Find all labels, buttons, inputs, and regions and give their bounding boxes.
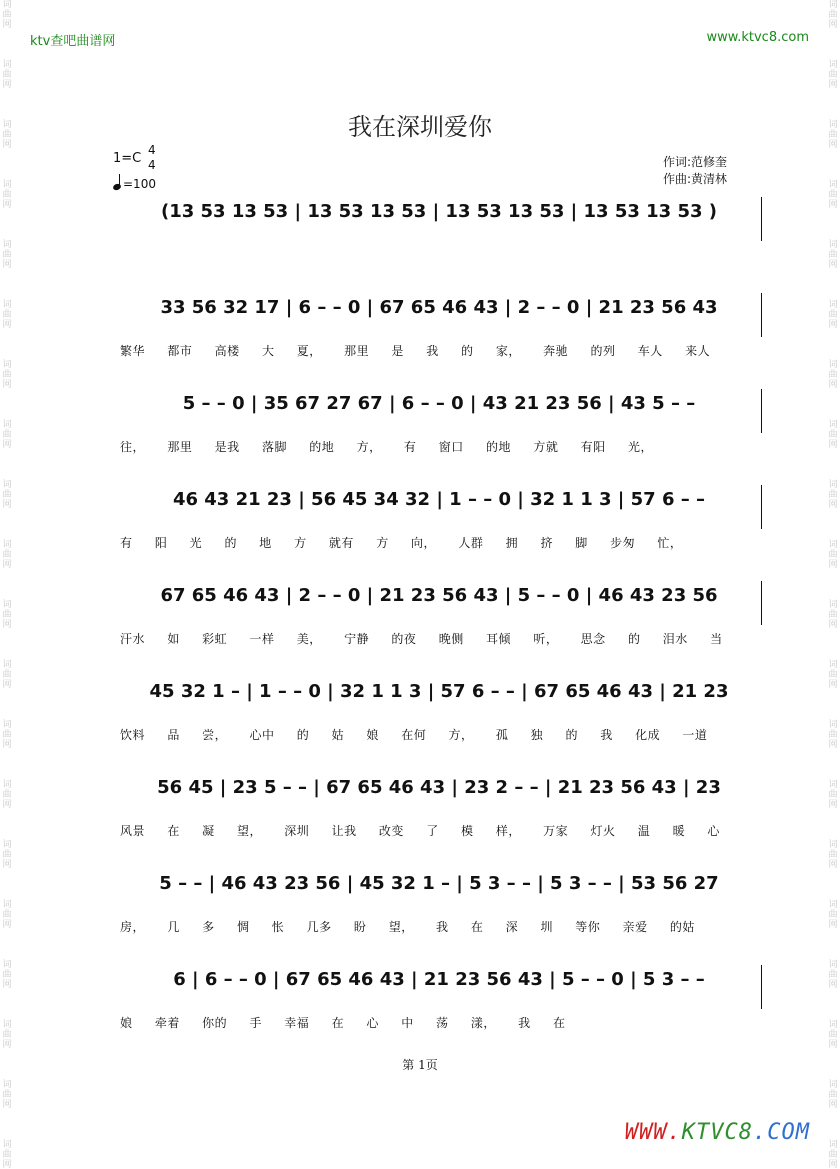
quarter-note-icon (113, 174, 123, 191)
logo-part-com: .COM (753, 1120, 810, 1145)
notes-3: 5 – – 0 | 35 67 27 67 | 6 – – 0 | 43 21 23 56 | 43 5 – – (182, 393, 696, 414)
notes-1: (13 53 13 53 | 13 53 13 53 | 13 53 13 53 | 13 53 13 53 ) (160, 201, 718, 222)
composer: 作曲:黄清林 (663, 172, 728, 186)
site-logo (625, 1120, 810, 1145)
lyrics-9: 娘 牵着 你的 手 幸福 在 心 中 荡 漾， 我 在 (120, 1016, 566, 1030)
notes-5: 67 65 46 43 | 2 – – 0 | 21 23 56 43 | 5 – – 0 | 46 43 23 56 (160, 585, 718, 606)
notes-9: 6 | 6 – – 0 | 67 65 46 43 | 21 23 56 43 | 5 – – 0 | 5 3 – – (173, 969, 705, 990)
song-title: 我在深圳爱你 (348, 113, 492, 141)
lyrics-8: 房， 几 多 惆 怅 几多 盼 望， 我 在 深 圳 等你 亲爱 的姑 (120, 920, 695, 934)
staff-line-1 (115, 197, 763, 241)
logo-part-name: KTVC8 (681, 1120, 754, 1145)
left-watermark-strip: 词曲网 词曲网 词曲网 词曲网 词曲网 词曲网 词曲网 词曲网 词曲网 词曲网 词曲网 词曲网 词曲网 词曲网 词曲网 词曲网 词曲网 词曲网 词曲网 词曲网 (2, 0, 12, 1169)
time-top: 4 (148, 143, 156, 157)
lyrics-6: 饮料 品 尝， 心中 的 姑 娘 在何 方， 孤 独 的 我 化成 一道 (120, 728, 708, 742)
barline (761, 581, 762, 625)
time-bottom: 4 (148, 158, 156, 172)
time-signature (148, 143, 156, 173)
barline (761, 389, 762, 433)
logo-part-www: WWW. (624, 1120, 682, 1145)
lyrics-4: 有 阳 光 的 地 方 就有 方 向， 人群 拥 挤 脚 步匆 忙， (120, 536, 683, 550)
barline (761, 965, 762, 1009)
staff-line-8 (115, 869, 763, 913)
tempo-value: =100 (123, 177, 156, 191)
barline (761, 293, 762, 337)
lyrics-7: 风景 在 凝 望， 深圳 让我 改变 了 模 样， 万家 灯火 温 暖 心 (120, 824, 720, 838)
tempo-mark (113, 174, 156, 191)
lyrics-5: 汗水 如 彩虹 一样 美， 宁静 的夜 晚侧 耳倾 听， 思念 的 泪水 当 (120, 632, 723, 646)
staff-line-4 (115, 485, 763, 529)
barline (761, 485, 762, 529)
barline (761, 197, 762, 241)
notes-6: 45 32 1 – | 1 – – 0 | 32 1 1 3 | 57 6 – – | 67 65 46 43 | 21 23 (149, 681, 729, 702)
staff-line-2 (115, 293, 763, 337)
key-signature: 1=C (113, 151, 142, 166)
notes-4: 46 43 21 23 | 56 45 34 32 | 1 – – 0 | 32 1 1 3 | 57 6 – – (172, 489, 706, 510)
site-name-left: ktv查吧曲谱网 (30, 34, 116, 49)
lyrics-2: 繁华 都市 高楼 大 夏， 那里 是 我 的 家， 奔驰 的列 车人 来人 (120, 344, 711, 358)
notes-2: 33 56 32 17 | 6 – – 0 | 67 65 46 43 | 2 – – 0 | 21 23 56 43 (160, 297, 718, 318)
notes-7: 56 45 | 23 5 – – | 67 65 46 43 | 23 2 – – | 21 23 56 43 | 23 (157, 777, 721, 798)
lyrics-3: 往， 那里 是我 落脚 的地 方， 有 窗口 的地 方就 有阳 光， (120, 440, 653, 454)
notes-8: 5 – – | 46 43 23 56 | 45 32 1 – | 5 3 – – | 5 3 – – | 53 56 27 (159, 873, 719, 894)
right-watermark-strip: 词曲网 词曲网 词曲网 词曲网 词曲网 词曲网 词曲网 词曲网 词曲网 词曲网 词曲网 词曲网 词曲网 词曲网 词曲网 词曲网 词曲网 词曲网 词曲网 词曲网 (828, 0, 838, 1169)
staff-line-6 (115, 677, 763, 721)
page-number: 第 1页 (402, 1058, 438, 1072)
site-url-right: www.ktvc8.com (706, 30, 809, 45)
lyricist: 作词:范修奎 (663, 155, 728, 169)
staff-line-9 (115, 965, 763, 1009)
staff-line-5 (115, 581, 763, 625)
staff-line-3 (115, 389, 763, 433)
staff-line-7 (115, 773, 763, 817)
